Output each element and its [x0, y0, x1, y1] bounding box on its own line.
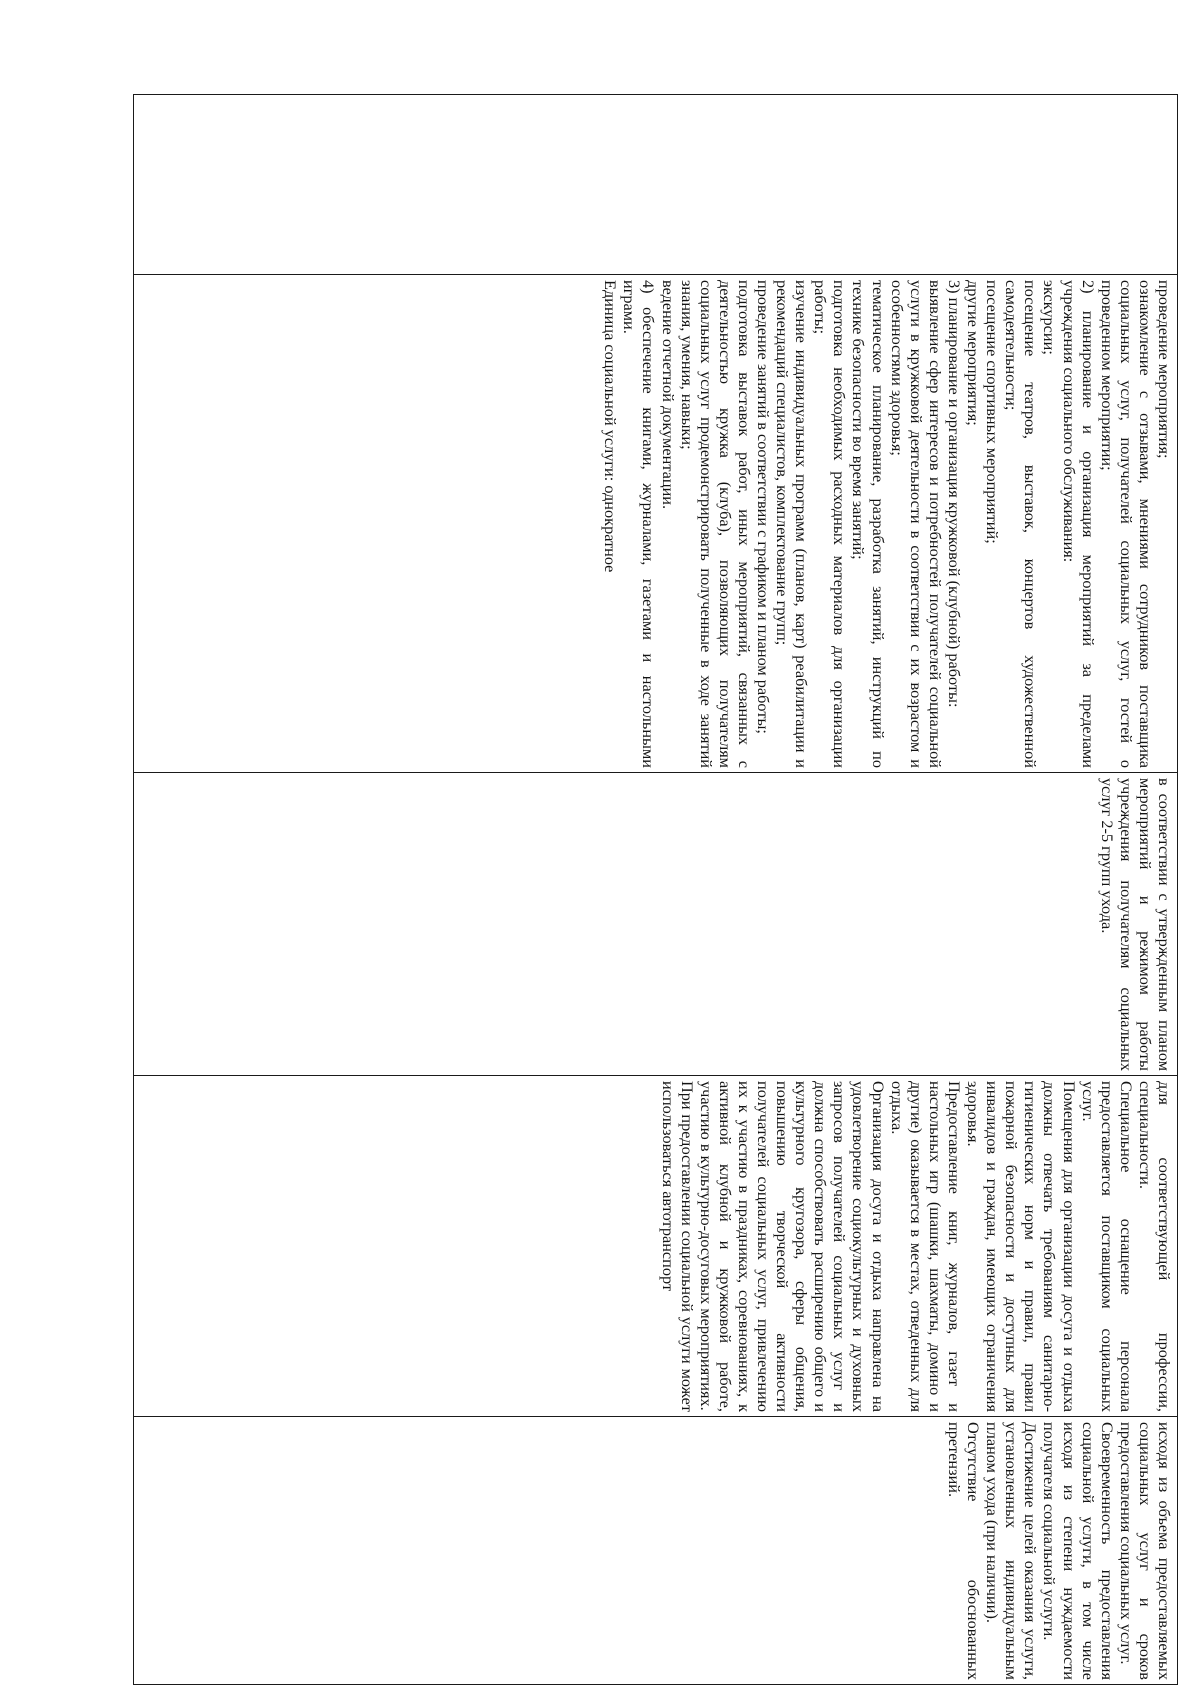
cell-paragraph: Отсутствие обоснованных претензий.: [944, 1422, 984, 1680]
service-standard-table: [133, 94, 1178, 1685]
cell-paragraph: проведение мероприятия;: [1155, 280, 1174, 459]
cell-paragraph: Предоставление книг, журналов, газет и настольных игр (шашки, шахматы, домино и другие) оказывается в местах, отведенных для отдыха.: [887, 1081, 964, 1412]
cell-paragraph: для соответствующей профессии, специальности.: [1135, 1081, 1174, 1412]
cell-paragraph: Помещения для организации досуга и отдыха должны отвечать требованиям санитарно-гигиенических норм и правил, правил пожарной безопасности и доступных для инвалидов и граждан, имеющих ограничения здоровья.: [964, 1081, 1079, 1412]
cell-paragraph: подготовка необходимых расходных материалов для организации работы;: [811, 280, 850, 768]
cell-periodicity: [134, 773, 1178, 1076]
cell-paragraph: выявление сфер интересов и потребностей получателей социальной услуги в кружковой деятельности в соответствии с их возрастом и особенностями здоровья;: [887, 280, 945, 768]
cell-paragraph: Специальное оснащение персонала предоставляется поставщиком социальных услуг.: [1078, 1081, 1136, 1412]
cell-conditions: [134, 1076, 1178, 1417]
cell-paragraph: экскурсии;: [1040, 280, 1060, 355]
cell-number: [134, 95, 1178, 275]
cell-service-content: [134, 275, 1178, 773]
cell-paragraph: проведение занятий в соответствии с графиком и планом работы;: [754, 280, 774, 734]
cell-paragraph: посещение театров, выставок, концертов художественной самодеятельности;: [1002, 280, 1041, 768]
cell-paragraph: 3) планирование и организация кружковой (клубной) работы:: [944, 280, 964, 708]
cell-paragraph: Единица социальной услуги: однократное: [601, 280, 621, 573]
cell-paragraph: ведение отчетной документации.: [658, 280, 678, 510]
cell-paragraph: ознакомление с отзывами, мнениями сотрудников поставщика социальных услуг, получателей социальных услуг, гостей о проведенном мероприятии;: [1097, 280, 1155, 768]
cell-paragraph: изучение индивидуальных программ (планов, карт) реабилитации и рекомендаций специалистов, комплектование групп;: [773, 280, 812, 768]
cell-paragraph: подготовка выставок работ, иных мероприятий, связанных с деятельностью кружка (клуба), позволяющих получателям социальных услуг продемонстрировать полученные в ходе занятий знания, умения, навыки;: [677, 280, 754, 768]
cell-paragraph: Организация досуга и отдыха направлена на удовлетворение социокультурных и духовных запросов получателей социальных услуг и должна способствовать расширению общего и культурного кругозора, сферы общения, повышению творческой активности получателей социальных услуг, привлечению их к участию в праздниках, соревнованиях, к активной клубной и кружковой работе, участию в культурно-досуговых мероприятиях.: [696, 1081, 888, 1412]
cell-paragraph: 4) обеспечение книгами, журналами, газетами и настольными играми.: [620, 280, 659, 768]
cell-paragraph: При предоставлении социальной услуги может использоваться автотранспорт: [658, 1081, 697, 1412]
rotated-table-container: [133, 94, 1178, 1680]
cell-paragraph: тематическое планирование, разработка занятий, инструкций по технике безопасности во время занятий;: [849, 280, 888, 768]
cell-paragraph: другие мероприятия;: [964, 280, 984, 426]
cell-paragraph: исходя из объема предоставляемых социальных услуг и сроков предоставления социальных услуг.: [1116, 1422, 1174, 1680]
cell-paragraph: Своевременность предоставления социальной услуги, в том числе исходя из степени нуждаемости получателя социальной услуги.: [1040, 1422, 1117, 1680]
cell-paragraph: в соответствии с утвержденным планом мероприятий и режимом работы учреждения получателям социальных услуг 2-5 групп ухода.: [1097, 778, 1174, 1071]
cell-paragraph: Достижение целей оказания услуги, установленных индивидуальным планом ухода (при наличии).: [983, 1422, 1041, 1680]
cell-paragraph: посещение спортивных мероприятий;: [983, 280, 1003, 544]
cell-paragraph: 2) планирование и организация мероприятий за пределами учреждения социального обслуживания:: [1059, 280, 1098, 768]
cell-evaluation: [134, 1417, 1178, 1685]
table-row: [134, 95, 1178, 1685]
